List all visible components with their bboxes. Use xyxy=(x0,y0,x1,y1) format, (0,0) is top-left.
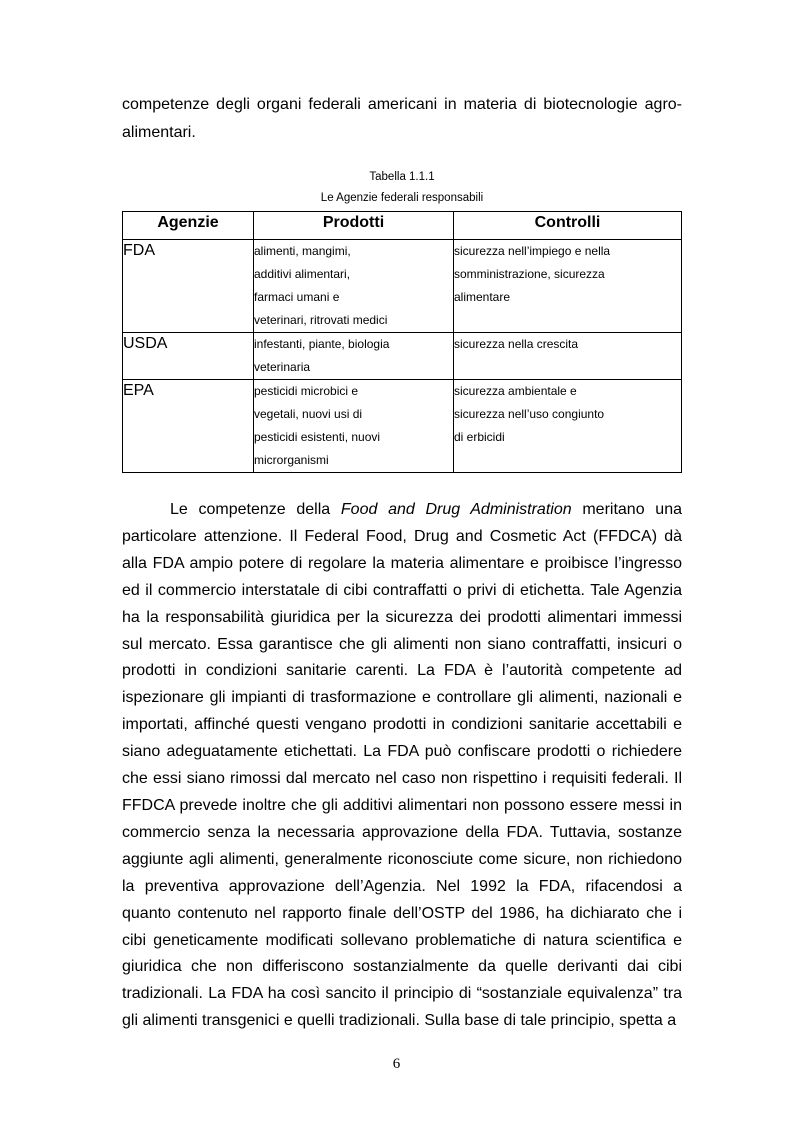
header-controlli: Controlli xyxy=(454,212,682,240)
agencies-table xyxy=(122,211,682,473)
table-row-epa xyxy=(123,380,682,473)
agency-cell: FDA xyxy=(123,240,254,333)
agency-cell: EPA xyxy=(123,380,254,473)
controls-line: sicurezza nell’uso congiunto xyxy=(454,407,605,421)
products-line: veterinari, ritrovati medici xyxy=(254,313,388,327)
products-cell xyxy=(254,380,454,473)
table-caption-number: Tabella 1.1.1 xyxy=(369,171,435,183)
table-header-row xyxy=(123,212,682,240)
products-cell xyxy=(254,333,454,380)
controls-line: di erbicidi xyxy=(454,430,505,444)
controls-cell xyxy=(454,240,682,333)
products-line: pesticidi microbici e xyxy=(254,384,359,398)
intro-paragraph xyxy=(122,91,682,147)
body-text-rest: meritano una particolare attenzione. Il Federal Food, Drug and Cosmetic Act (FFDCA) dà alla FDA ampio potere di regolare la materia alimentare e proibisce l’ingresso ed il commercio interstatale di cibi contraffatti o privi di etichetta. Tale Agenzia ha la responsabilità giuridica per la sicurezza dei prodotti alimentari immessi sul mercato. Essa garantisce che gli alimenti non siano contraffatti, insicuri o prodotti in condizioni sanitarie carenti. La FDA è l’autorità competente ad ispezionare gli impianti di trasformazione e controllare gli alimenti, nazionali e importati, affinché questi vengano prodotti in condizioni sanitarie accettabili e siano adeguatamente etichettati. La FDA può confiscare prodotti o richiedere che essi siano rimossi dal mercato nel caso non rispettino i requisiti federali. Il FFDCA prevede inoltre che gli additivi alimentari non possono essere messi in commercio senza la necessaria approvazione della FDA. Tuttavia, sostanze aggiunte agli alimenti, generalmente riconosciute come sicure, non richiedono la preventiva approvazione dell’Agenzia. Nel 1992 la FDA, rifacendosi a quanto contenuto nel rapporto finale dell’OSTP del 1986, ha dichiarato che i cibi geneticamente modificati sollevano problematiche di natura scientifica e giuridica che non differiscono sostanzialmente da quelle derivanti dai cibi tradizionali. La FDA ha così sancito il principio di “sostanziale equivalenza” tra gli alimenti transgenici e quelli tradizionali. Sulla base di tale principio, spetta a xyxy=(122,501,682,1030)
controls-cell xyxy=(454,333,682,380)
products-cell xyxy=(254,240,454,333)
body-paragraph xyxy=(122,497,682,1035)
agency-cell: USDA xyxy=(123,333,254,380)
products-line: additivi alimentari, xyxy=(254,267,351,281)
controls-line: sicurezza nella crescita xyxy=(454,337,579,351)
controls-cell xyxy=(454,380,682,473)
italic-agency-name: Food and Drug Administration xyxy=(340,501,572,518)
body-text-start: Le competenze della xyxy=(170,501,341,518)
products-line: vegetali, nuovi usi di xyxy=(254,407,363,421)
products-line: infestanti, piante, biologia xyxy=(254,337,390,351)
products-line: farmaci umani e xyxy=(254,290,340,304)
controls-line: somministrazione, sicurezza xyxy=(454,267,605,281)
controls-line: sicurezza ambientale e xyxy=(454,384,577,398)
page-number: 6 xyxy=(392,1056,401,1072)
products-line: pesticidi esistenti, nuovi xyxy=(254,430,381,444)
header-agenzie: Agenzie xyxy=(123,212,254,240)
table-row-fda xyxy=(123,240,682,333)
intro-text: competenze degli organi federali americani in materia di biotecnologie agro-alimentari. xyxy=(122,96,682,141)
controls-line: alimentare xyxy=(454,290,511,304)
products-line: veterinaria xyxy=(254,360,311,374)
controls-line: sicurezza nell’impiego e nella xyxy=(454,244,611,258)
body-text xyxy=(122,497,682,1035)
header-prodotti: Prodotti xyxy=(254,212,454,240)
products-line: microrganismi xyxy=(254,453,329,467)
table-row-usda xyxy=(123,333,682,380)
products-line: alimenti, mangimi, xyxy=(254,244,351,258)
table-caption-title: Le Agenzie federali responsabili xyxy=(320,192,484,204)
